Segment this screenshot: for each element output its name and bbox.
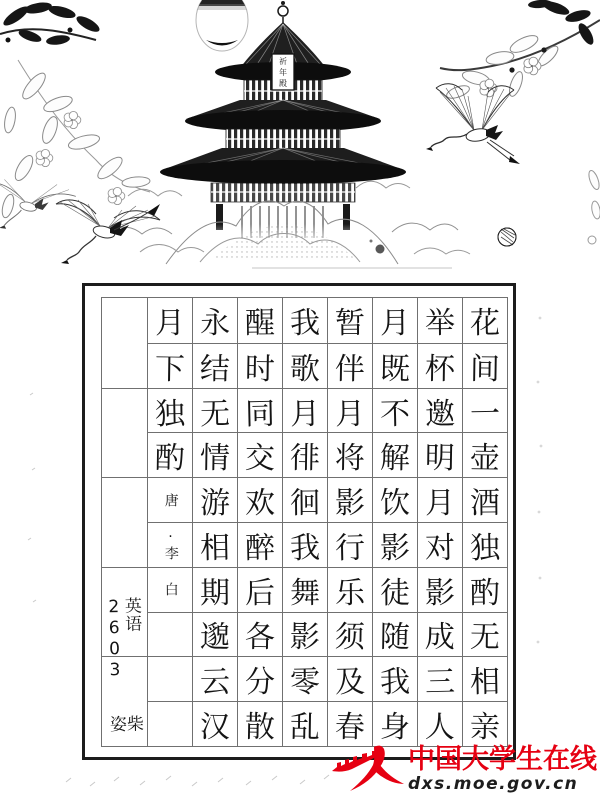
grid-cell: 相	[193, 522, 237, 567]
grid-cell: 解	[373, 432, 417, 477]
grid-column-line-7	[192, 298, 237, 746]
grid-cell: 交	[238, 432, 282, 477]
grid-cell	[148, 701, 192, 746]
temple-plaque	[272, 54, 294, 90]
round-ornament-icon	[498, 228, 516, 246]
great-wall-crane-icon	[330, 739, 406, 793]
grid-cell: 壶	[463, 432, 507, 477]
grid-cell: 月	[418, 477, 462, 522]
grid-cell: 举	[424, 306, 456, 342]
grid-cell: 后	[238, 567, 282, 612]
grid-cell: 结	[193, 343, 237, 388]
grid-cell: 分	[238, 656, 282, 701]
grid-cell: 春	[328, 701, 372, 746]
grid-cell: 月	[283, 388, 327, 433]
grid-cell: 影	[418, 567, 462, 612]
grid-cell: 我	[373, 656, 417, 701]
grid-cell: 花	[469, 306, 501, 342]
grid-cell: 醉	[238, 522, 282, 567]
grid-cell: 相	[463, 656, 507, 701]
grid-cell: 三	[418, 656, 462, 701]
grid-column-line-3	[372, 298, 417, 746]
plaque-char: 殿	[279, 79, 287, 88]
grid-cell: 暂	[334, 306, 366, 342]
grid-cell: 邀	[418, 388, 462, 433]
temple-of-heaven-illustration	[160, 1, 406, 246]
grid-cell: 无	[463, 612, 507, 657]
grid-cell: 醒	[244, 306, 276, 342]
grid-cell: 白	[148, 567, 192, 612]
grid-column-title	[147, 298, 192, 746]
grid-cell: 独	[148, 388, 192, 433]
brand-name: 中国大学生在线	[408, 744, 597, 775]
plaque-char: 年	[279, 68, 287, 77]
brand-logo	[330, 739, 597, 794]
grid-cell: 伴	[328, 343, 372, 388]
student-name: 柴姿	[105, 714, 144, 734]
grid-cell: 我	[289, 306, 321, 342]
grid-cell: 月	[379, 306, 411, 342]
grid-cell: 散	[238, 701, 282, 746]
grid-cell: 歌	[283, 343, 327, 388]
grid-cell: 对	[418, 522, 462, 567]
grid-cell: 唐	[148, 477, 192, 522]
grid-cell: 一	[463, 388, 507, 433]
plaque-char: 祈	[279, 57, 287, 66]
grid-column-line-1	[462, 298, 507, 746]
grid-cell: 独	[463, 522, 507, 567]
grid-cell: 欢	[238, 477, 282, 522]
grid-cell: 无	[193, 388, 237, 433]
grid-cell	[102, 298, 147, 388]
header-illustration	[0, 0, 600, 280]
grid-cell: 各	[238, 612, 282, 657]
grid-cell: 及	[328, 656, 372, 701]
grid-cell: 亲	[463, 701, 507, 746]
writing-grid	[101, 297, 508, 747]
grid-cell: 游	[193, 477, 237, 522]
grid-cell: 乐	[328, 567, 372, 612]
grid-cell: 须	[328, 612, 372, 657]
grid-cell: 随	[373, 612, 417, 657]
grid-cell: 零	[283, 656, 327, 701]
grid-cell: 行	[328, 522, 372, 567]
grid-cell: 我	[283, 522, 327, 567]
grid-cell: 影	[328, 477, 372, 522]
grid-cell	[148, 656, 192, 701]
grid-cell	[102, 477, 147, 567]
grid-cell: 乱	[283, 701, 327, 746]
grid-cell: 身	[373, 701, 417, 746]
student-info	[101, 597, 146, 748]
grid-cell: 时	[238, 343, 282, 388]
grid-cell: 同	[238, 388, 282, 433]
grid-cell: 情	[193, 432, 237, 477]
grid-cell: 徒	[373, 567, 417, 612]
grid-cell: 明	[418, 432, 462, 477]
grid-cell: 下	[148, 343, 192, 388]
grid-cell: 徊	[283, 477, 327, 522]
grid-cell: 人	[418, 701, 462, 746]
grid-cell	[148, 612, 192, 657]
class-label: 英语2603	[103, 596, 142, 682]
grid-cell: 云	[193, 656, 237, 701]
grid-cell: 影	[373, 522, 417, 567]
grid-cell: 酌	[148, 432, 192, 477]
grid-cell: 杯	[418, 343, 462, 388]
sky-lantern-icon	[190, 0, 254, 51]
grid-cell: 舞	[283, 567, 327, 612]
grid-cell: 邈	[193, 612, 237, 657]
crane-right-icon	[426, 84, 520, 164]
flower-branch-right-icon	[440, 0, 600, 244]
grid-column-line-4	[327, 298, 372, 746]
grid-cell: 不	[373, 388, 417, 433]
grid-cell: 既	[373, 343, 417, 388]
grid-cell: 徘	[283, 432, 327, 477]
grid-column-line-2	[417, 298, 462, 746]
grid-cell: 酒	[463, 477, 507, 522]
grid-cell: 汉	[193, 701, 237, 746]
grid-cell: 间	[463, 343, 507, 388]
grid-cell: ·李	[148, 522, 192, 567]
grid-cell: 期	[193, 567, 237, 612]
brand-url: dxs.moe.gov.cn	[408, 774, 579, 794]
grid-cell: 将	[328, 432, 372, 477]
grid-cell: 月	[328, 388, 372, 433]
grid-cell: 成	[418, 612, 462, 657]
grid-column-line-5	[282, 298, 327, 746]
grid-cell: 永	[199, 306, 231, 342]
brand-text-block	[408, 746, 597, 794]
flower-branch-left-icon	[0, 1, 150, 219]
grid-cell	[102, 388, 147, 478]
grid-cell: 影	[283, 612, 327, 657]
grid-cell: 饮	[373, 477, 417, 522]
grid-cell: 月	[154, 306, 186, 342]
grid-column-line-6	[237, 298, 282, 746]
grid-cell: 酌	[463, 567, 507, 612]
